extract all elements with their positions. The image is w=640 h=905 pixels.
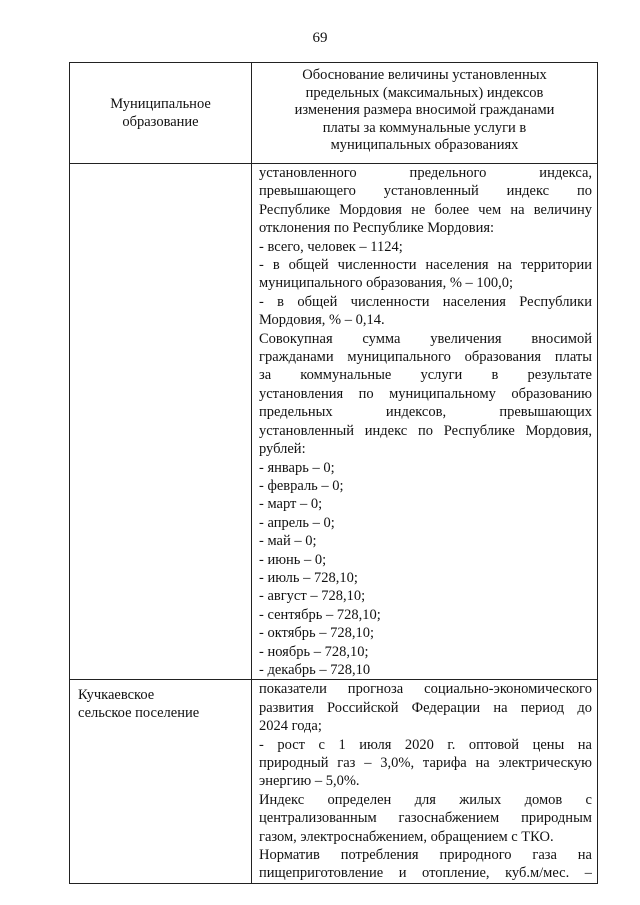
header-municipality-line: Муниципальное	[110, 96, 211, 112]
text-line: за коммунальные услуги в результате	[259, 367, 592, 384]
text-line: - ноябрь – 728,10;	[259, 643, 369, 660]
text-line: - февраль – 0;	[259, 477, 344, 494]
justification-cell	[252, 680, 598, 883]
text-line: - январь – 0;	[259, 459, 335, 476]
header-justification-line: муниципальных образованиях	[330, 137, 519, 153]
municipality-cell	[70, 680, 252, 883]
text-line: - в общей численности населения на территории	[259, 257, 592, 274]
text-line: гражданами муниципального образования платы	[259, 349, 592, 366]
municipality-cell	[70, 164, 252, 680]
text-line: Республике Мордовия не более чем на величину	[259, 201, 592, 218]
table-row	[70, 680, 598, 883]
page-number: 69	[312, 30, 328, 46]
header-justification	[252, 63, 598, 164]
header-justification-line: платы за коммунальные услуги в	[322, 119, 527, 136]
justification-table	[69, 62, 598, 884]
text-line: - апрель – 0;	[259, 514, 335, 531]
text-line: энергию – 5,0%.	[259, 773, 360, 790]
text-line: - в общей численности населения Республики	[259, 293, 592, 310]
text-line: показатели прогноза социально-экономического	[259, 681, 592, 698]
text-line: отклонения по Республике Мордовия:	[259, 220, 495, 237]
table-row	[70, 164, 598, 680]
text-line: Индекс определен для жилых домов с	[259, 791, 592, 808]
text-line: - рост с 1 июля 2020 г. оптовой цены на	[259, 736, 592, 753]
text-line: предельных индексов, превышающих	[259, 404, 592, 421]
text-line: муниципального образования, % – 100,0;	[259, 275, 514, 292]
text-line: превышающего установленный индекс по	[259, 183, 592, 200]
header-municipality	[70, 63, 252, 164]
text-line: установленный индекс по Республике Мордовия,	[259, 422, 592, 439]
text-line: рублей:	[259, 441, 306, 458]
justification-cell	[252, 164, 598, 680]
text-line: - октябрь – 728,10;	[259, 625, 375, 642]
text-line: установленного предельного индекса,	[259, 165, 592, 181]
text-line: природный газ – 3,0%, тарифа на электрическую	[259, 755, 592, 771]
header-justification-line: предельных (максимальных) индексов	[305, 84, 544, 101]
text-line: - март – 0;	[259, 496, 323, 513]
text-line: установления по муниципальному образованию	[259, 385, 592, 402]
municipality-name-line: Кучкаевское	[78, 687, 155, 704]
text-line: - июнь – 0;	[259, 551, 327, 568]
text-line: Совокупная сумма увеличения вносимой	[259, 330, 592, 347]
header-justification-line: Обоснование величины установленных	[302, 67, 547, 83]
text-line: - июль – 728,10;	[259, 569, 358, 586]
text-line: Норматив потребления природного газа на	[259, 847, 592, 864]
text-line: развития Российской Федерации на период до	[259, 699, 592, 716]
header-municipality-line: образование	[122, 114, 199, 130]
municipality-name-line: сельское поселение	[78, 705, 200, 722]
text-line: - сентябрь – 728,10;	[259, 606, 381, 623]
text-line: пищеприготовление и отопление, куб.м/мес. –	[259, 865, 592, 882]
header-justification-line: изменения размера вносимой гражданами	[294, 102, 555, 118]
text-line: - декабрь – 728,10	[259, 661, 371, 678]
text-line: газом, электроснабжением, обращением с ТКО.	[259, 828, 554, 845]
text-line: 2024 года;	[259, 718, 322, 735]
text-line: - май – 0;	[259, 533, 317, 550]
text-line: - всего, человек – 1124;	[259, 238, 403, 255]
table-header-row	[70, 63, 598, 164]
text-line: Мордовия, % – 0,14.	[259, 312, 385, 329]
text-line: - август – 728,10;	[259, 588, 366, 605]
text-line: централизованным газоснабжением природным	[259, 810, 592, 827]
